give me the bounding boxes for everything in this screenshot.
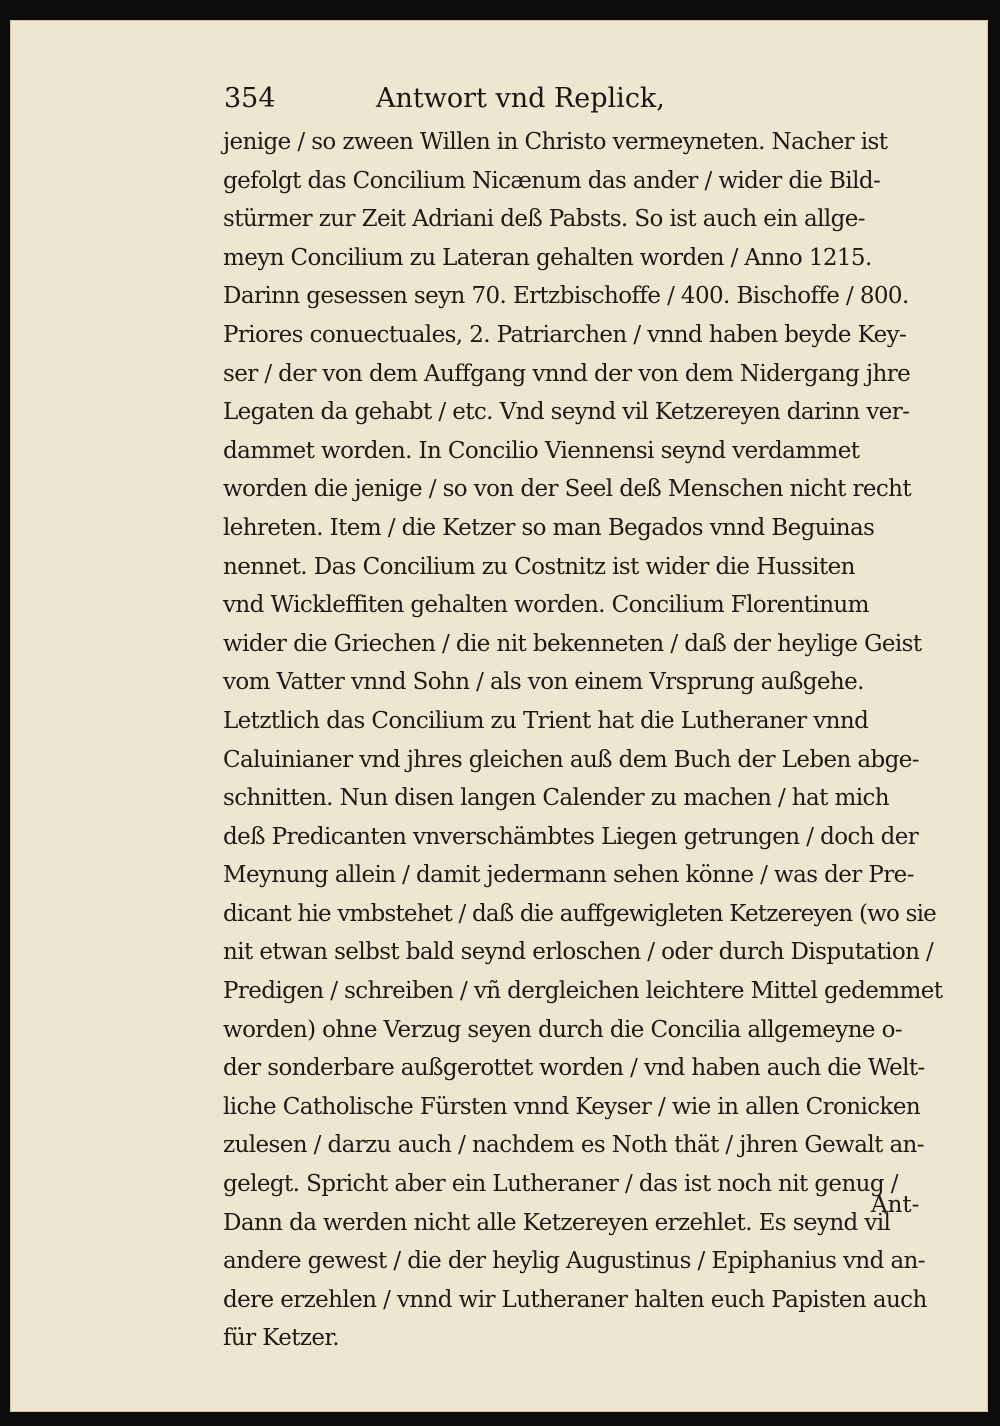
text-line: meyn Concilium zu Lateran gehalten worden / Anno 1215. bbox=[223, 244, 872, 271]
text-line: worden) ohne Verzug seyen durch die Concilia allgemeyne o- bbox=[223, 1016, 903, 1043]
text-line: deß Predicanten vnverschämbtes Liegen getrungen / doch der bbox=[223, 823, 919, 850]
text-line: gelegt. Spricht aber ein Lutheraner / das ist noch nit genug / bbox=[223, 1171, 898, 1198]
text-line: stürmer zur Zeit Adriani deß Pabsts. So ist auch ein allge- bbox=[223, 206, 865, 233]
book-page bbox=[10, 20, 988, 1412]
text-line: Dann da werden nicht alle Ketzereyen erzehlet. Es seynd vil bbox=[223, 1209, 891, 1236]
text-line: Legaten da gehabt / etc. Vnd seynd vil Ketzereyen darinn ver- bbox=[223, 399, 910, 426]
text-line: Darinn gesessen seyn 70. Ertzbischoffe / 400. Bischoffe / 800. bbox=[223, 283, 909, 310]
text-line: Caluinianer vnd jhres gleichen auß dem Buch der Leben abge- bbox=[223, 746, 919, 773]
text-line: Letztlich das Concilium zu Trient hat die Lutheraner vnnd bbox=[223, 707, 869, 734]
text-line: Predigen / schreiben / vñ dergleichen leichtere Mittel gedemmet bbox=[223, 978, 943, 1005]
page-number: 354 bbox=[224, 83, 276, 114]
text-line: vnd Wickleffiten gehalten worden. Concilium Florentinum bbox=[223, 592, 869, 619]
text-line: schnitten. Nun disen langen Calender zu machen / hat mich bbox=[223, 785, 889, 812]
text-line: zulesen / darzu auch / nachdem es Noth thät / jhren Gewalt an- bbox=[223, 1132, 924, 1159]
text-line: Priores conuectuales, 2. Patriarchen / vnnd haben beyde Key- bbox=[223, 321, 907, 348]
body-text bbox=[223, 123, 943, 1358]
text-line: andere gewest / die der heylig Augustinus / Epiphanius vnd an- bbox=[223, 1248, 925, 1275]
text-line: nennet. Das Concilium zu Costnitz ist wider die Hussiten bbox=[223, 553, 855, 580]
text-line: dammet worden. In Concilio Viennensi seynd verdammet bbox=[223, 437, 860, 464]
text-line: jenige / so zween Willen in Christo vermeyneten. Nacher ist bbox=[223, 129, 888, 155]
text-line: dicant hie vmbstehet / daß die auffgewigleten Ketzereyen (wo sie bbox=[223, 900, 936, 927]
text-line: lehreten. Item / die Ketzer so man Begados vnnd Beguinas bbox=[223, 514, 875, 541]
text-line: dere erzehlen / vnnd wir Lutheraner halten euch Papisten auch bbox=[223, 1286, 927, 1313]
text-line: der sonderbare außgerottet worden / vnd haben auch die Welt- bbox=[223, 1055, 925, 1082]
page-header bbox=[224, 75, 784, 123]
text-line: vom Vatter vnnd Sohn / als von einem Vrsprung außgehe. bbox=[223, 669, 864, 696]
text-line: Meynung allein / damit jedermann sehen könne / was der Pre- bbox=[223, 862, 914, 889]
text-line: worden die jenige / so von der Seel deß Menschen nicht recht bbox=[223, 476, 911, 503]
catchword: Ant- bbox=[871, 1192, 920, 1218]
text-line: für Ketzer. bbox=[223, 1325, 339, 1352]
text-line: ser / der von dem Auffgang vnnd der von dem Nidergang jhre bbox=[223, 360, 911, 387]
text-line: gefolgt das Concilium Nicænum das ander / wider die Bild- bbox=[223, 167, 881, 194]
text-line: nit etwan selbst bald seynd erloschen / oder durch Disputation / bbox=[223, 939, 934, 966]
text-line: liche Catholische Fürsten vnnd Keyser / wie in allen Cronicken bbox=[223, 1093, 921, 1120]
text-line: wider die Griechen / die nit bekenneten / daß der heylige Geist bbox=[223, 630, 922, 657]
running-title: Antwort vnd Replick, bbox=[376, 83, 665, 114]
